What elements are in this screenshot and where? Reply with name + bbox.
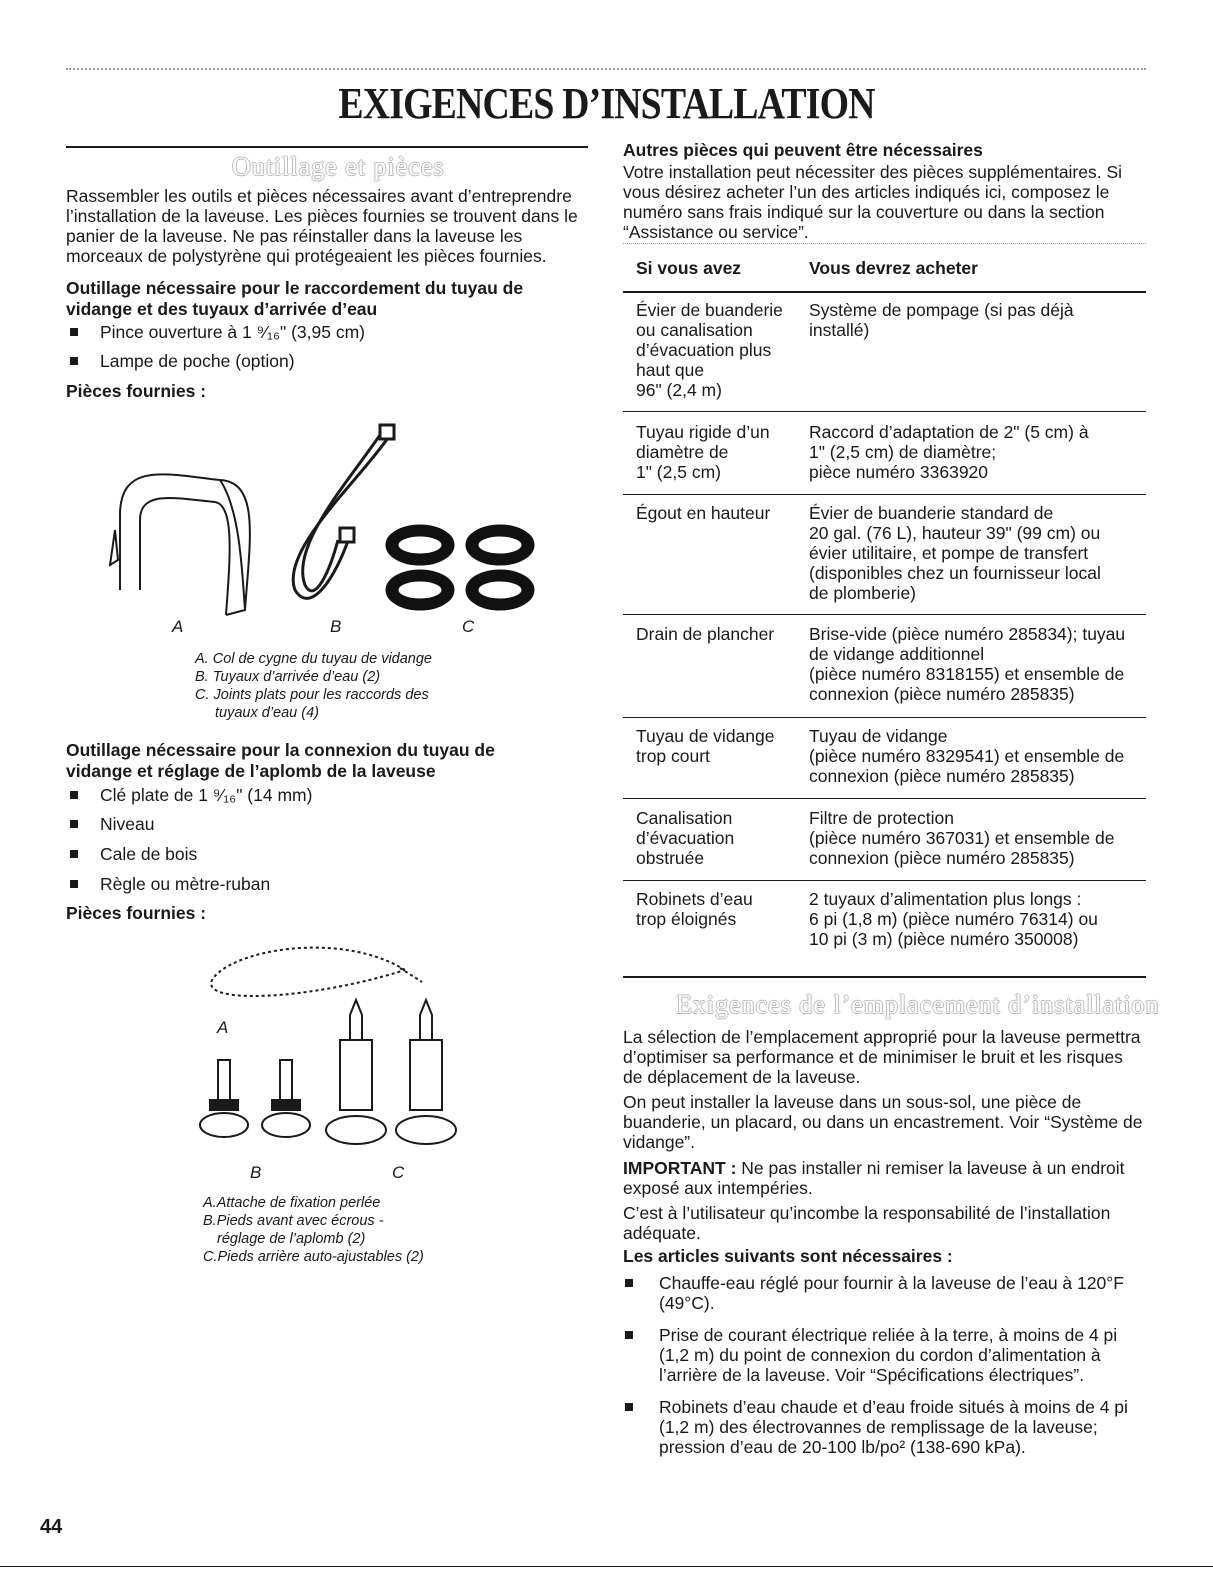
important-text: Ne pas installer ni remiser la laveuse à un endroit exposé aux intempéries. bbox=[623, 1158, 1125, 1198]
bullet-icon bbox=[625, 1279, 633, 1287]
table-cell-buy: Raccord d’adaptation de 2" (5 cm) à 1" (2,5 cm) de diamètre; pièce numéro 3363920 bbox=[809, 422, 1089, 482]
top-dotted-rule bbox=[66, 68, 1146, 70]
fig2-label-a: A bbox=[217, 1018, 229, 1037]
table-cell-have: Robinets d’eau trop éloignés bbox=[636, 889, 753, 929]
page-title: EXIGENCES D’INSTALLATION bbox=[338, 79, 875, 128]
table-row-rule bbox=[623, 717, 1146, 718]
table-header-rule bbox=[623, 291, 1146, 293]
important-paragraph bbox=[623, 1158, 1143, 1198]
other-parts-heading: Autres pièces qui peuvent être nécessaires bbox=[623, 140, 983, 160]
table-row-rule bbox=[623, 411, 1146, 412]
parts1-heading: Pièces fournies : bbox=[66, 381, 207, 401]
table-cell-have: Évier de buanderie ou canalisation d’évacuation plus haut que 96" (2,4 m) bbox=[636, 300, 783, 400]
requirements-heading: Les articles suivants sont nécessaires : bbox=[623, 1246, 953, 1266]
tools2-heading: Outillage nécessaire pour la connexion du tuyau de vidange et réglage de l’aplomb de la laveuse bbox=[66, 740, 495, 781]
fig2-label-b: B bbox=[250, 1163, 262, 1182]
fig2-caption: B.Pieds avant avec écrous - bbox=[203, 1213, 384, 1229]
page-number: 44 bbox=[40, 1516, 63, 1538]
tools1-heading: Outillage nécessaire pour le raccordement du tuyau de vidange et des tuyaux d’arrivée d’eau bbox=[66, 278, 524, 319]
front-feet-illustration bbox=[200, 1060, 310, 1137]
table-cell-buy: 2 tuyaux d’alimentation plus longs : 6 pi (1,8 m) (pièce numéro 76314) ou 10 pi (3 m) (pièce numéro 350008) bbox=[809, 889, 1098, 949]
parts-figure-2 bbox=[190, 940, 470, 1160]
section-rule-left bbox=[66, 146, 588, 148]
washers-illustration bbox=[386, 525, 534, 610]
other-parts-intro: Votre installation peut nécessiter des pièces supplémentaires. Si vous désirez acheter l’un des articles indiqués ici, composez le numéro sans frais indiqué sur la couverture ou dans la section “Assistance ou service”. bbox=[623, 162, 1123, 242]
table-cell-have: Canalisation d’évacuation obstruée bbox=[636, 808, 735, 868]
beaded-strap-illustration bbox=[211, 948, 422, 996]
location-paragraph: La sélection de l’emplacement approprié pour la laveuse permettra d’optimiser sa performance et de minimiser le bruit et les risques de déplacement de la laveuse. bbox=[623, 1027, 1141, 1087]
rear-feet-illustration bbox=[326, 1000, 456, 1144]
section-title-location: Exigences de l’emplacement d’installation bbox=[676, 990, 1160, 1019]
inlet-hoses-illustration bbox=[293, 425, 394, 598]
bullet-icon bbox=[70, 357, 78, 365]
fig1-label-c: C bbox=[462, 617, 475, 636]
table-header-buy: Vous devrez acheter bbox=[809, 258, 978, 278]
table-cell-have: Égout en hauteur bbox=[636, 503, 771, 523]
bullet-icon bbox=[70, 328, 78, 336]
table-row-rule bbox=[623, 798, 1146, 799]
fig2-caption: C.Pieds arrière auto-ajustables (2) bbox=[203, 1249, 424, 1265]
table-cell-have: Drain de plancher bbox=[636, 624, 775, 644]
fig1-caption: C. Joints plats pour les raccords des bbox=[195, 687, 429, 703]
section-rule-right bbox=[623, 976, 1146, 978]
table-row-rule bbox=[623, 614, 1146, 615]
parts2-heading: Pièces fournies : bbox=[66, 903, 207, 923]
table-cell-have: Tuyau rigide d’un diamètre de 1" (2,5 cm) bbox=[636, 422, 770, 482]
fig1-caption: A. Col de cygne du tuyau de vidange bbox=[195, 651, 432, 667]
table-cell-buy: Brise-vide (pièce numéro 285834); tuyau de vidange additionnel (pièce numéro 8318155) et ensemble de connexion (pièce numéro 285835) bbox=[809, 624, 1126, 704]
fig2-label-c: C bbox=[392, 1163, 405, 1182]
footer-rule bbox=[0, 1566, 1213, 1567]
bullet-icon bbox=[70, 880, 78, 888]
table-cell-buy: Tuyau de vidange (pièce numéro 8329541) et ensemble de connexion (pièce numéro 285835) bbox=[809, 726, 1125, 786]
fig2-caption: réglage de l’aplomb (2) bbox=[217, 1231, 366, 1247]
table-row-rule bbox=[623, 880, 1146, 881]
section-title-tools: Outillage et pièces bbox=[232, 152, 445, 181]
bullet-icon bbox=[70, 820, 78, 828]
table-dotted-rule bbox=[623, 243, 1146, 244]
table-row-rule bbox=[623, 494, 1146, 495]
table-cell-buy: Évier de buanderie standard de 20 gal. (76 L), hauteur 39" (99 cm) ou évier utilitaire, et pompe de transfert (disponibles chez un fournisseur local de plomberie) bbox=[809, 503, 1101, 603]
bullet-icon bbox=[70, 791, 78, 799]
table-header-have: Si vous avez bbox=[636, 258, 742, 278]
fig1-label-b: B bbox=[330, 617, 342, 636]
fig1-label-a: A bbox=[172, 617, 184, 636]
fig1-caption: B. Tuyaux d’arrivée d’eau (2) bbox=[195, 669, 381, 685]
gooseneck-illustration bbox=[110, 474, 250, 615]
parts-figure-1 bbox=[100, 420, 560, 620]
table-cell-have: Tuyau de vidange trop court bbox=[636, 726, 775, 766]
fig2-caption: A.Attache de fixation perlée bbox=[203, 1195, 381, 1211]
location-paragraph: C’est à l’utilisateur qu’incombe la responsabilité de l’installation adéquate. bbox=[623, 1203, 1111, 1243]
bullet-icon bbox=[625, 1403, 633, 1411]
table-cell-buy: Système de pompage (si pas déjà installé) bbox=[809, 300, 1074, 340]
important-label: IMPORTANT : bbox=[623, 1158, 737, 1178]
intro-paragraph: Rassembler les outils et pièces nécessaires avant d’entreprendre l’installation de la laveuse. Les pièces fournies se trouvent dans le panier de la laveuse. Ne pas réinstaller dans la laveuse les morceaux de polystyrène qui protégeaient les pièces fournies. bbox=[66, 186, 578, 266]
fig1-caption: tuyaux d’eau (4) bbox=[215, 705, 319, 721]
bullet-icon bbox=[625, 1331, 633, 1339]
table-cell-buy: Filtre de protection (pièce numéro 367031) et ensemble de connexion (pièce numéro 285835) bbox=[809, 808, 1115, 868]
bullet-icon bbox=[70, 850, 78, 858]
location-paragraph: On peut installer la laveuse dans un sous-sol, une pièce de buanderie, un placard, ou dans un encastrement. Voir “Système de vidange”. bbox=[623, 1092, 1143, 1152]
